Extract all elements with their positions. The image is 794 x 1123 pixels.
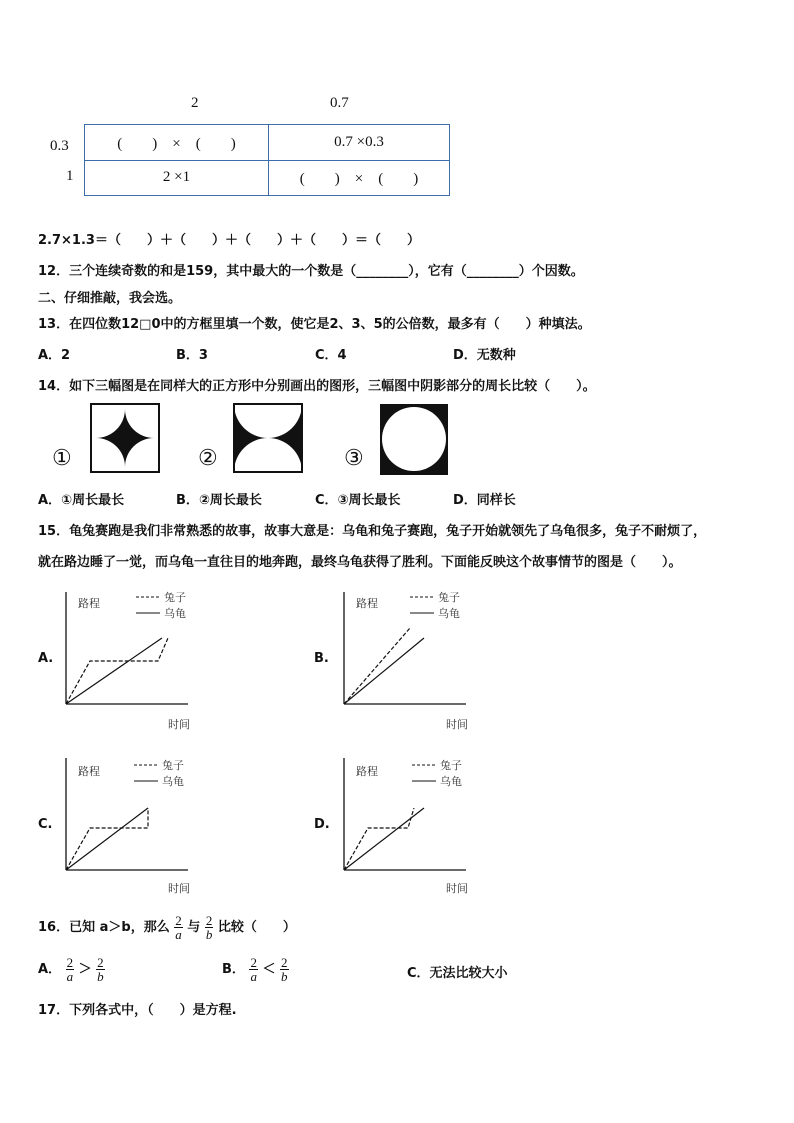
fraction-2-over-a <box>249 956 258 983</box>
q16-option-b-label: B． <box>222 962 245 977</box>
frac-den: b <box>97 969 104 984</box>
fraction-2-over-b <box>280 956 289 983</box>
fraction-2-over-b <box>205 914 214 941</box>
x-axis-label: 时间 <box>168 718 190 731</box>
graph-option-a[interactable] <box>60 588 200 732</box>
question-15-line2: 就在路边睡了一觉，而乌龟一直往目的地奔跑，最终乌龟获得了胜利。下面能反映这个故事情节的图是（ ）。 <box>38 555 682 570</box>
frac-den: b <box>205 927 213 942</box>
q13-option-d[interactable]: D．无数种 <box>453 348 516 363</box>
x-axis-label: 时间 <box>168 882 190 895</box>
q16-option-a-label: A． <box>38 962 62 977</box>
question-14-stem: 14．如下三幅图是在同样大的正方形中分别画出的图形，三幅图中阴影部分的周长比较（ ）。 <box>38 379 596 394</box>
q16-option-a[interactable] <box>38 956 105 984</box>
fraction-2-over-a <box>66 956 75 983</box>
y-axis-label: 路程 <box>78 765 100 778</box>
fig-label-3: ③ <box>344 446 364 471</box>
question-16-stem <box>38 914 296 942</box>
legend-turtle: 乌龟 <box>440 775 462 788</box>
frac-den: a <box>66 969 74 984</box>
question-17-stem: 17．下列各式中，（ ）是方程. <box>38 1003 237 1018</box>
frac-num: 2 <box>250 955 257 970</box>
rabbit-line <box>344 628 410 704</box>
fraction-2-over-a <box>174 914 183 941</box>
frac-den: a <box>250 969 257 984</box>
row-header-0.3: 0.3 <box>50 138 69 154</box>
frac-num: 2 <box>175 913 182 928</box>
q13-option-a[interactable]: A．2 <box>38 348 71 363</box>
q13-option-b[interactable]: B．3 <box>176 348 208 363</box>
legend-turtle: 乌龟 <box>164 607 186 620</box>
q16-stem-post: 比较（ ） <box>217 920 296 935</box>
legend-turtle: 乌龟 <box>438 607 460 620</box>
x-axis-label: 时间 <box>446 882 468 895</box>
frac-num: 2 <box>205 913 213 928</box>
question-expand: 2.7×1.3＝（ ）＋（ ）＋（ ）＋（ ）＝（ ） <box>38 233 420 248</box>
section-2-heading: 二、仔细推敲，我会选。 <box>38 291 182 306</box>
turtle-line <box>344 808 424 870</box>
graph-option-c[interactable] <box>60 754 200 898</box>
question-12: 12．三个连续奇数的和是159，其中最大的一个数是（________），它有（________）个因数。 <box>38 264 584 279</box>
q16-stem-mid: 与 <box>187 920 201 935</box>
turtle-line <box>66 808 148 870</box>
grid-cell-r2c1: 2 ×1 <box>85 160 269 196</box>
fraction-2-over-b <box>96 956 105 983</box>
question-15-line1: 15．龟兔赛跑是我们非常熟悉的故事，故事大意是：乌龟和兔子赛跑，兔子开始就领先了乌龟很多，兔子不耐烦了， <box>38 524 707 539</box>
frac-num: 2 <box>281 955 288 970</box>
q14-option-c[interactable]: C．③周长最长 <box>315 493 401 508</box>
q15-option-b-label[interactable]: B. <box>314 651 329 666</box>
q13-option-c[interactable]: C．4 <box>315 348 347 363</box>
legend-rabbit: 兔子 <box>438 591 460 604</box>
q16-stem-pre: 16．已知 a＞b，那么 <box>38 920 170 935</box>
legend-rabbit: 兔子 <box>164 591 186 604</box>
legend-rabbit: 兔子 <box>162 759 184 772</box>
q15-option-c-label[interactable]: C. <box>38 817 53 832</box>
y-axis-label: 路程 <box>78 597 100 610</box>
graph-option-d[interactable] <box>338 754 478 898</box>
q15-option-a-label[interactable]: A. <box>38 651 54 666</box>
legend-turtle: 乌龟 <box>162 775 184 788</box>
y-axis-label: 路程 <box>356 765 378 778</box>
question-13-stem: 13．在四位数12□0中的方框里填一个数，使它是2、3、5的公倍数，最多有（ ）种填法。 <box>38 317 591 332</box>
fig-label-2: ② <box>198 446 218 471</box>
y-axis-label: 路程 <box>356 597 378 610</box>
q14-option-d[interactable]: D．同样长 <box>453 493 516 508</box>
frac-den: b <box>281 969 288 984</box>
figure-1-star <box>90 403 160 473</box>
frac-num: 2 <box>66 955 74 970</box>
graph-option-b[interactable] <box>338 588 478 732</box>
q14-option-b[interactable]: B．②周长最长 <box>176 493 262 508</box>
greater-than-sign: ＞ <box>78 962 92 977</box>
multiplication-grid <box>84 124 450 196</box>
q14-option-a[interactable]: A．①周长最长 <box>38 493 125 508</box>
less-than-sign: ＜ <box>262 962 276 977</box>
rabbit-line <box>344 808 414 870</box>
grid-cell-r1c2: 0.7 ×0.3 <box>269 125 450 161</box>
turtle-line <box>66 638 162 704</box>
q16-option-c[interactable]: C．无法比较大小 <box>407 966 508 981</box>
row-header-1: 1 <box>66 168 74 184</box>
grid-cell-r1c1[interactable]: ( ) × ( ) <box>85 125 269 161</box>
col-header-0.7: 0.7 <box>330 95 349 111</box>
legend-rabbit: 兔子 <box>440 759 462 772</box>
frac-den: a <box>175 927 182 942</box>
figure-3-circle <box>379 403 449 476</box>
grid-cell-r2c2[interactable]: ( ) × ( ) <box>269 160 450 196</box>
q15-option-d-label[interactable]: D. <box>314 817 330 832</box>
x-axis-label: 时间 <box>446 718 468 731</box>
fig-label-1: ① <box>52 446 72 471</box>
col-header-2: 2 <box>191 95 199 111</box>
frac-num: 2 <box>97 955 104 970</box>
figure-2-semicircles <box>233 403 303 473</box>
q16-option-b[interactable] <box>222 956 289 984</box>
turtle-line <box>344 638 424 704</box>
